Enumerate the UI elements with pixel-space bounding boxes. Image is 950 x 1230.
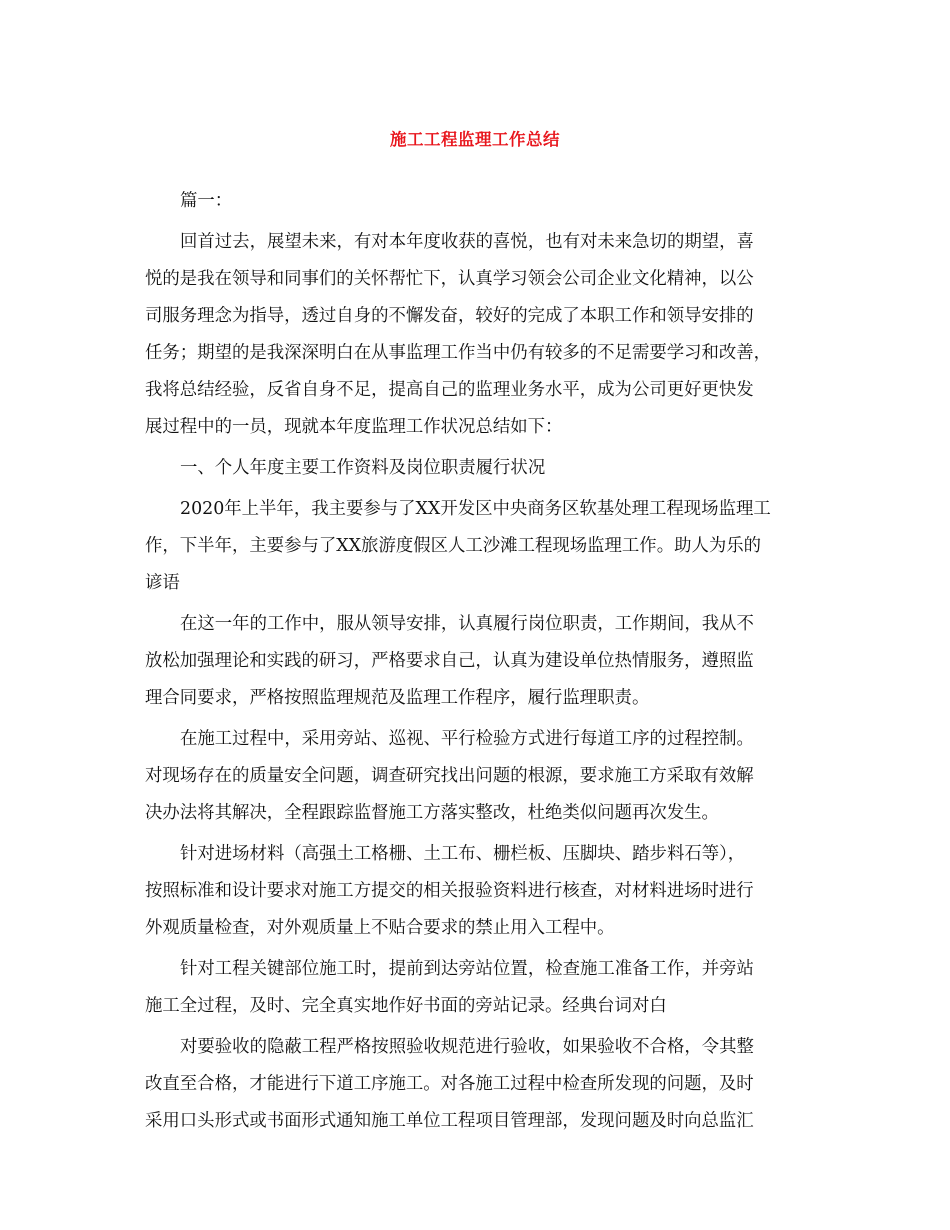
paragraph-line: 司服务理念为指导，透过自身的不懈发奋，较好的完成了本职工作和领导安排的 [145,306,754,326]
paragraph-line: 放松加强理论和实践的研习，严格要求自己，认真为建设单位热情服务，遵照监 [145,651,754,671]
paragraph-5 [145,721,805,832]
paragraph-1 [145,183,805,220]
paragraph-line: 我将总结经验，反省自身不足，提高自己的监理业务水平，成为公司更好更快发 [145,380,754,400]
paragraph-line: 在施工过程中，采用旁站、巡视、平行检验方式进行每道工序的过程控制。 [180,729,754,749]
section-heading-line: 一、个人年度主要工作资料及岗位职责履行状况 [180,458,546,478]
paragraph-3 [145,491,805,602]
paragraph-line: 在这一年的工作中，服从领导安排，认真履行岗位职责，工作期间，我从不 [180,614,754,634]
paragraph-line: 对现场存在的质量安全问题，调查研究找出问题的根源，要求施工方采取有效解 [145,766,754,786]
paragraph-line: 针对进场材料（高强土工格栅、土工布、栅栏板、压脚块、踏步料石等）， [180,844,746,864]
paragraph-line: 悦的是我在领导和同事们的关怀帮忙下，认真学习领会公司企业文化精神，以公 [145,269,754,289]
paragraph-line: 针对工程关键部位施工时，提前到达旁站位置，检查施工准备工作，并旁站 [180,959,754,979]
paragraph-line: 采用口头形式或书面形式通知施工单位工程项目管理部，发现问题及时向总监汇 [145,1111,754,1131]
paragraph-line: 改直至合格，才能进行下道工序施工。对各施工过程中检查所发现的问题，及时 [145,1074,754,1094]
paragraph-7 [145,951,805,1025]
section-heading-1 [145,450,805,487]
paragraph-line: 对要验收的隐蔽工程严格按照验收规范进行验收，如果验收不合格，令其整 [180,1037,754,1057]
paragraph-4 [145,606,805,717]
paragraph-line: 篇一： [180,191,233,211]
paragraph-line: 按照标准和设计要求对施工方提交的相关报验资料进行核查，对材料进场时进行 [145,881,754,901]
paragraph-line: 外观质量检查，对外观质量上不贴合要求的禁止用入工程中。 [145,918,615,938]
document-body [145,183,805,1144]
paragraph-line: 2020年上半年，我主要参与了XX开发区中央商务区软基处理工程现场监理工 [180,499,771,519]
paragraph-6 [145,836,805,947]
paragraph-line: 回首过去，展望未来，有对本年度收获的喜悦，也有对未来急切的期望，喜 [180,232,754,252]
paragraph-line: 施工全过程，及时、完全真实地作好书面的旁站记录。经典台词对白 [145,996,667,1016]
paragraph-8 [145,1029,805,1140]
paragraph-line: 作，下半年，主要参与了XX旅游度假区人工沙滩工程现场监理工作。助人为乐的 [145,536,762,556]
paragraph-line: 决办法将其解决，全程跟踪监督施工方落实整改，杜绝类似问题再次发生。 [145,803,719,823]
paragraph-line: 展过程中的一员，现就本年度监理工作状况总结如下： [145,417,563,437]
paragraph-line: 谚语 [145,573,180,593]
paragraph-line: 理合同要求，严格按照监理规范及监理工作程序，履行监理职责。 [145,688,650,708]
paragraph-2 [145,224,805,446]
paragraph-line: 任务；期望的是我深深明白在从事监理工作当中仍有较多的不足需要学习和改善， [145,343,772,363]
document-title: 施工工程监理工作总结 [390,130,560,149]
